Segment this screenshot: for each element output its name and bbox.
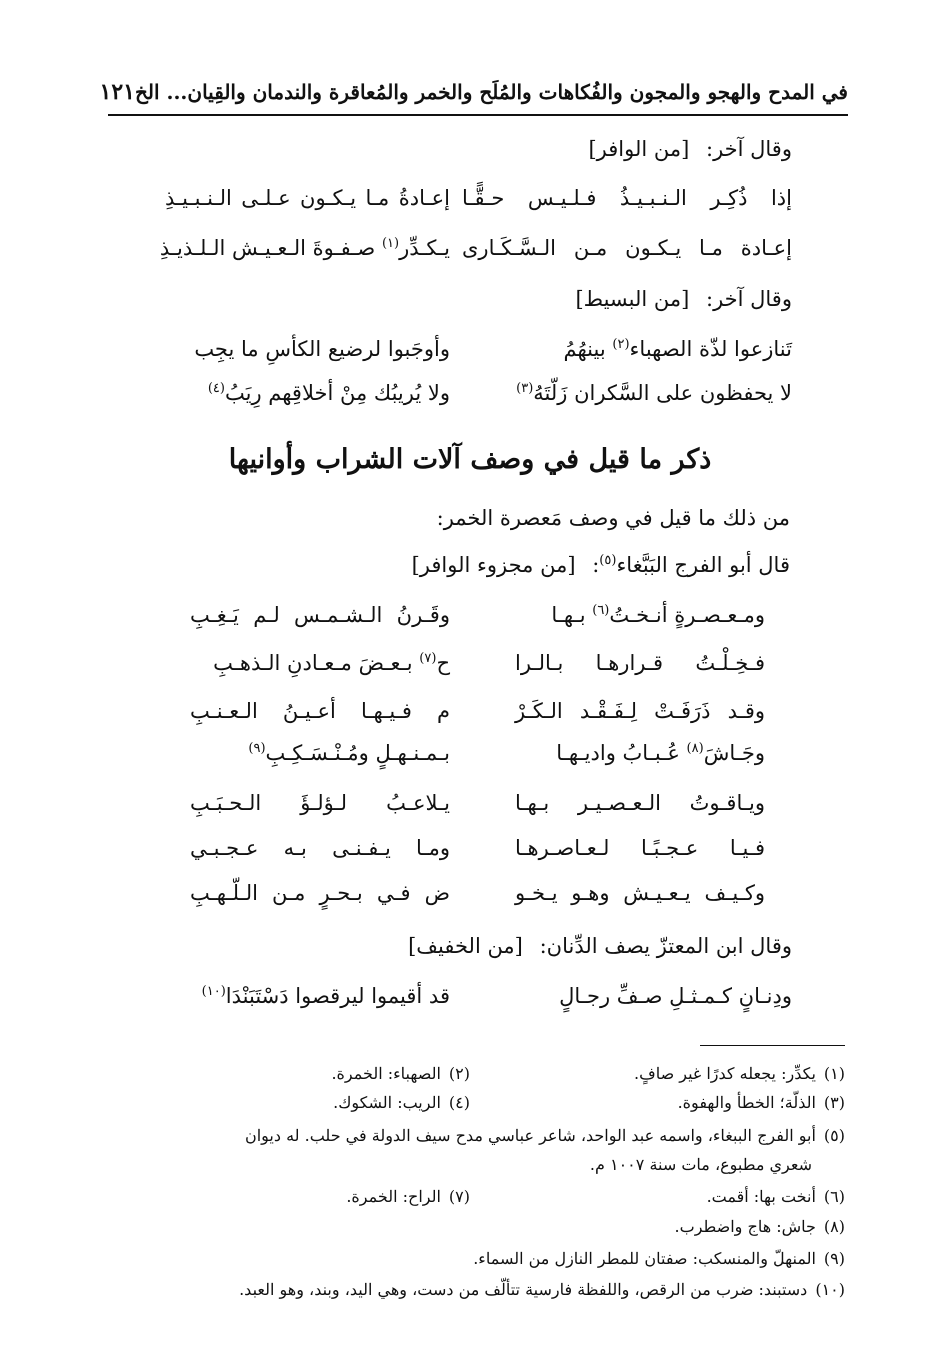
verse-text: عُـبـابُ واديـهـا — [556, 741, 680, 765]
footnote-separator — [700, 1045, 845, 1046]
footnote-number: (١) — [823, 1064, 845, 1083]
footnote — [346, 1187, 470, 1206]
hemistich-left: وقَـرنُ الـشـمـس لـم يَـغِـبِ — [190, 603, 450, 627]
footnote-ref: (٩) — [248, 741, 266, 756]
verse-line — [0, 836, 940, 876]
verse-text: بينهُمُ — [563, 337, 606, 361]
hemistich-left: وأوجَبوا لرضيع الكأسِ ما يجِب — [194, 337, 450, 361]
verse-word: يـكـدِّر — [399, 236, 450, 260]
footnote-text: أبو الفرج الببغاء، واسمه عبد الواحد، شاعر عباسي مدح سيف الدولة في حلب. له ديوان — [244, 1126, 816, 1145]
verse-text: ومـعـصـرةٍ أنـخـتُ — [609, 603, 765, 627]
hemistich-left — [202, 984, 450, 1008]
footnote-ref: (٤) — [207, 381, 225, 396]
verse-word: ح — [436, 651, 450, 675]
footnote — [678, 1093, 845, 1112]
hemistich-right: ويـاقـوتُ الـعـصـيـر بـهـا — [515, 791, 765, 815]
footnote-ref: (١) — [381, 236, 400, 251]
hemistich-right — [551, 603, 765, 627]
hemistich-left: يـلاعـبُ لـؤلـؤَ الـحـبَـبِ — [190, 791, 450, 815]
verse-line — [0, 381, 940, 421]
verse-text: بـعـضَ مـعـادنِ الـذهـبِ — [213, 651, 413, 675]
intro-text: وقال ابن المعتزّ يصف الدِّنان: — [539, 934, 792, 958]
footnote-ref: (٣) — [516, 381, 534, 396]
footnote — [239, 1280, 845, 1299]
hemistich-left — [159, 236, 450, 260]
hemistich-right: فـيـا عـجـبًـا لـعـاصـرهـا — [515, 836, 765, 860]
hemistich-right: إعـادة مـا يـكـون مـن الـسَّـكَـارى — [462, 236, 792, 260]
footnote-text: الذلّة؛ الخطأ والهفوة. — [677, 1093, 816, 1112]
hemistich-right — [556, 741, 765, 765]
verse-word: وجَـاشَ — [703, 741, 765, 765]
footnote — [331, 1064, 470, 1083]
verse-line — [0, 699, 940, 739]
footnote-text: المنهلّ والمنسكب: صفتان للمطر النازل من السماء. — [473, 1249, 816, 1268]
verse-text: قد أقيموا ليرقصوا دَسْتَبَنْدَا — [225, 984, 450, 1008]
footnote — [675, 1217, 845, 1236]
footnote-number: (١٠) — [815, 1280, 845, 1299]
intro-text: قال أبو الفرج البَبَّغاء — [616, 553, 790, 577]
verse-text: ولا يُريبُك مِنْ أخلاقِهم رِيَبُ — [224, 381, 450, 405]
hemistich-right — [564, 337, 792, 361]
footnote-text: الراح: الخمرة. — [346, 1187, 441, 1206]
hemistich-right: وكـيـف يـعـيـش وهـو يـخـو — [515, 881, 765, 905]
footnote-number: (٤) — [448, 1093, 470, 1112]
footnote-number: (٨) — [823, 1217, 845, 1236]
verse-line — [0, 186, 940, 226]
footnote-text: الريب: الشكوك. — [333, 1093, 441, 1112]
footnote-number: (٢) — [448, 1064, 470, 1083]
hemistich-left — [208, 381, 450, 405]
poem-intro — [412, 553, 790, 577]
verse-text: لا يحفظون على السَّكران زَلّتَهُ — [533, 381, 792, 405]
hemistich-left: م فـيـهـا أعـيـنُ الـعـنـبِ — [190, 699, 450, 723]
verse-text: صـفـوةَ الـعـيـش الـلـذيـذِ — [159, 236, 376, 260]
footnote-number: (٥) — [823, 1126, 845, 1145]
verse-line — [0, 881, 940, 921]
hemistich-right: وقـد ذَرَفَـتْ لِـفَـقْـد الـكَـرْ — [515, 699, 765, 723]
verse-line — [0, 791, 940, 831]
footnote-text: جاش: هاج واضطرب. — [674, 1217, 816, 1236]
footnote-ref: (٥) — [599, 553, 617, 568]
meter-label: [من البسيط] — [575, 287, 690, 311]
section-intro: من ذلك ما قيل في وصف مَعصرة الخمر: — [436, 506, 790, 530]
footnote-number: (٦) — [823, 1187, 845, 1206]
footnote-text: أنخت بها: أقمت. — [706, 1187, 816, 1206]
footnote-text: دستبند: ضرب من الرقص، واللفظة فارسية تتألّف من دست، وهي اليد، وبند، وهو العبد. — [239, 1280, 808, 1299]
meter-label: [من الخفيف] — [408, 934, 523, 958]
intro-text: وقال آخر: — [706, 137, 792, 161]
page-number: ١٢١ — [99, 79, 135, 105]
footnote-number: (٧) — [448, 1187, 470, 1206]
verse-text: بـهـا — [551, 603, 586, 627]
poem-intro — [575, 287, 792, 311]
verse-line — [0, 651, 940, 691]
hemistich-left: ومـا يـفـنـى بـه عـجـبـي — [190, 836, 450, 860]
verse-line — [0, 603, 940, 643]
intro-text: وقال آخر: — [706, 287, 792, 311]
footnote-number: (٩) — [823, 1249, 845, 1268]
footnote-ref: (٢) — [612, 337, 630, 352]
footnote-ref: (٨) — [686, 741, 704, 756]
running-header — [99, 70, 848, 116]
footnote-ref: (٦) — [592, 603, 610, 618]
footnote — [333, 1093, 470, 1112]
footnote — [473, 1249, 845, 1268]
meter-label: [من مجزوء الوافر] — [411, 553, 576, 577]
verse-line — [0, 337, 940, 377]
hemistich-right — [516, 381, 792, 405]
verse-line — [0, 236, 940, 276]
footnote-number: (٣) — [823, 1093, 845, 1112]
poem-intro — [408, 934, 792, 958]
footnote-ref: (٧) — [419, 651, 437, 666]
footnote — [707, 1187, 845, 1206]
hemistich-right: إذا ذُكِـر الـنـبـيـذُ فـلـيـس حـقًّـا — [462, 186, 792, 210]
footnote-text: يكدِّر: يجعله كدرًا غير صافٍ. — [634, 1064, 816, 1083]
meter-label: [من الوافر] — [588, 137, 690, 161]
footnote-continuation: شعري مطبوع، مات سنة ١٠٠٧ م. — [589, 1155, 812, 1174]
verse-text: تَنازعوا لذّة الصهباء — [629, 337, 792, 361]
footnote — [634, 1064, 845, 1083]
footnote-text: الصهباء: الخمرة. — [331, 1064, 441, 1083]
hemistich-left: إعـادةُ مـا يـكـون عـلـى الـنـبـيـذِ — [165, 186, 450, 210]
hemistich-right: ودِنـانٍ كـمـثـلِ صـفِّ رجـالٍ — [559, 984, 792, 1008]
section-heading: ذكر ما قيل في وصف آلات الشراب وأوانيها — [228, 444, 712, 475]
footnote — [245, 1126, 845, 1145]
footnote-ref: (١٠) — [201, 984, 226, 999]
verse-text: بـمـنـهـلٍ ومُـنْـسَـكِـبِ — [265, 741, 450, 765]
hemistich-right: فـخِـلْـتُ قـرارهـا بـالـرا — [515, 651, 765, 675]
hemistich-left — [248, 741, 450, 765]
poem-intro — [588, 137, 792, 161]
hemistich-left: ض فـي بـحـرٍ مـن الـلّـهـبِ — [190, 881, 450, 905]
hemistich-left — [213, 651, 450, 675]
verse-line — [0, 741, 940, 781]
running-title: في المدح والهجو والمجون والفُكاهات والمُلَح والخمر والمُعاقرة والندمان والقِيان... الخ — [134, 80, 848, 104]
intro-colon: : — [592, 553, 600, 577]
verse-line — [0, 984, 940, 1024]
